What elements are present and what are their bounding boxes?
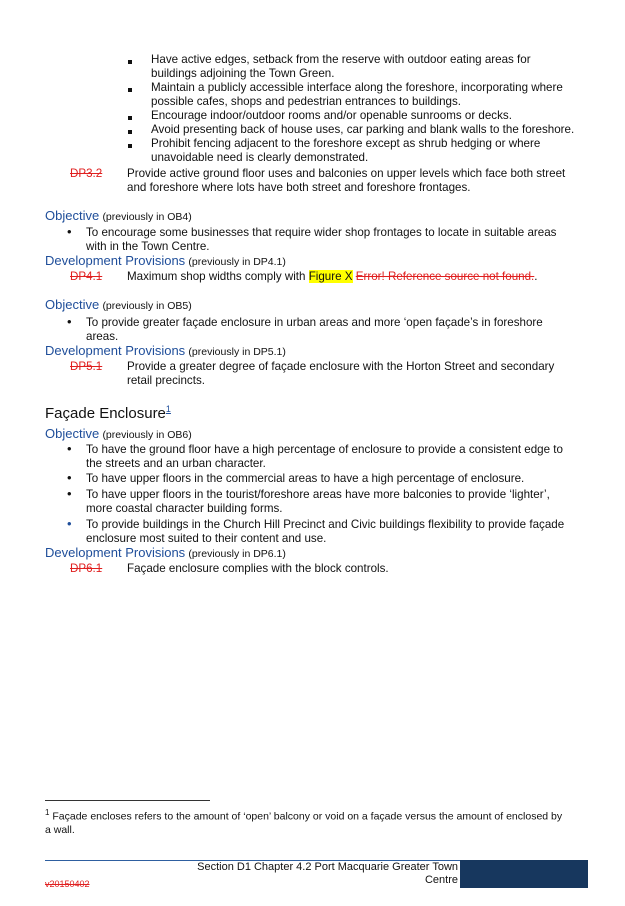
footnote-separator <box>45 800 210 801</box>
provision-code-dp3-2: DP3.2 <box>70 167 103 180</box>
footnote: $^1$ Façade encloses refers to the amount of ‘open’ balcony or void on a façade versus the amount of enclosed by a wall. <box>45 808 563 836</box>
list-item: Encourage indoor/outdoor rooms and/or openable sunrooms or decks. <box>151 109 512 122</box>
objective-heading-ob4: Objective (previously in OB4) <box>45 208 192 223</box>
square-bullet-icon <box>128 116 132 120</box>
provision-text-dp4-1: Maximum shop widths comply with Figure X Error! Reference source not found.. <box>127 270 538 283</box>
figure-reference-highlight[interactable]: Figure X <box>308 270 353 283</box>
provision-code-dp4-1: DP4.1 <box>70 270 103 283</box>
section-heading-facade-enclosure: Façade Enclosure$^1$ <box>45 404 171 422</box>
objective-heading-ob6: Objective (previously in OB6) <box>45 426 192 441</box>
development-provisions-heading-dp6: Development Provisions (previously in DP6.1) <box>45 545 286 560</box>
provision-code-dp6-1: DP6.1 <box>70 562 103 575</box>
bullet-dot-icon: • <box>67 441 72 456</box>
footer-section-title: Section D1 Chapter 4.2 Port Macquarie Greater Town Centre <box>197 861 458 886</box>
bullet-dot-icon: • <box>67 224 72 239</box>
list-item: To provide buildings in the Church Hill Precinct and Civic buildings flexibility to provide façade enclosure most suited to their content and use. <box>86 518 565 545</box>
provision-code-dp5-1: DP5.1 <box>70 360 103 373</box>
footer-version: v20150402 <box>45 879 90 889</box>
provision-text-dp6-1: Façade enclosure complies with the block controls. <box>127 562 389 575</box>
square-bullet-icon <box>128 60 132 64</box>
list-item: To have the ground floor have a high percentage of enclosure to provide a consistent edge to the streets and an urban character. <box>86 443 563 470</box>
square-bullet-icon <box>128 144 132 148</box>
bullet-dot-icon: • <box>67 314 72 329</box>
footnote-reference[interactable]: 1 <box>165 404 171 414</box>
provision-text-dp5-1: Provide a greater degree of façade enclosure with the Horton Street and secondary retail precincts. <box>127 360 555 387</box>
bullet-dot-icon: • <box>67 486 72 501</box>
development-provisions-heading-dp5: Development Provisions (previously in DP5.1) <box>45 343 286 358</box>
bullet-dot-icon: • <box>67 516 72 531</box>
list-item: Have active edges, setback from the reserve with outdoor eating areas for buildings adjoining the Town Green. <box>151 53 531 80</box>
list-item: Maintain a publicly accessible interface along the foreshore, incorporating where possible cafes, shops and pedestrian entrances to buildings. <box>151 81 563 108</box>
list-item: To provide greater façade enclosure in urban areas and more ‘open façade’s in foreshore areas. <box>86 316 543 343</box>
footer-color-block <box>460 860 588 888</box>
list-item: To have upper floors in the tourist/foreshore areas have more balconies to provide ‘lighter’, more coastal character building forms. <box>86 488 550 515</box>
development-provisions-heading-dp4: Development Provisions (previously in DP4.1) <box>45 253 286 268</box>
bullet-dot-icon: • <box>67 470 72 485</box>
list-item: Avoid presenting back of house uses, car parking and blank walls to the foreshore. <box>151 123 575 136</box>
provision-text-dp3-2: Provide active ground floor uses and balconies on upper levels which face both street and foreshore where lots have both street and foreshore frontages. <box>127 167 566 194</box>
list-item: To have upper floors in the commercial areas to have a high percentage of enclosure. <box>86 472 525 485</box>
square-bullet-icon <box>128 130 132 134</box>
list-item: Prohibit fencing adjacent to the foreshore except as shrub hedging or where unavoidable need is clearly demonstrated. <box>151 137 541 164</box>
objective-heading-ob5: Objective (previously in OB5) <box>45 297 192 312</box>
list-item: To encourage some businesses that require wider shop frontages to locate in suitable areas with in the Town Centre. <box>86 226 557 253</box>
reference-error: Error! Reference source not found. <box>355 270 535 283</box>
square-bullet-icon <box>128 88 132 92</box>
